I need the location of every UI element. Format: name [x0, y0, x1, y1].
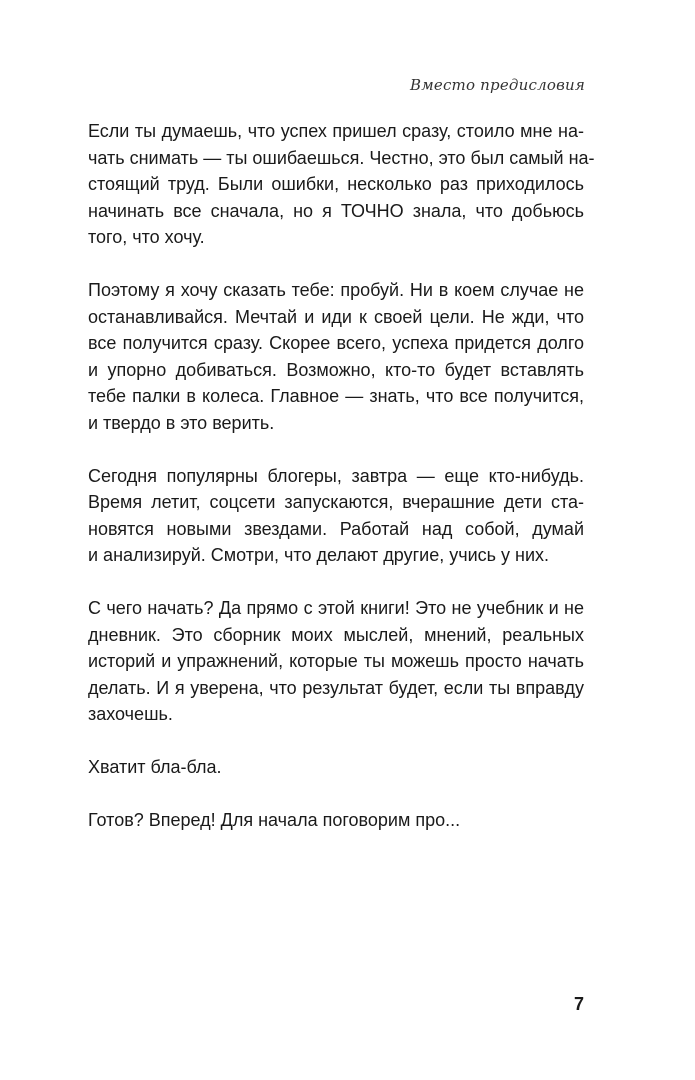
text-line: чать снимать — ты ошибаешься. Честно, это был самый на- [88, 147, 595, 168]
running-head: Вместо предисловия [410, 76, 585, 94]
text-line: Сегодня популярны блогеры, завтра — еще кто-нибудь. [88, 465, 584, 486]
paragraph [88, 118, 595, 251]
text-line: и анализируй. Смотри, что делают другие, учись у них. [88, 545, 550, 565]
text-line: захочешь. [88, 704, 173, 724]
text-line: Время летит, соцсети запускаются, вчерашние дети ста- [88, 492, 584, 512]
text-line: останавливайся. Мечтай и иди к своей цели. Не жди, что [88, 306, 584, 327]
text-line: и упорно добиваться. Возможно, кто-то будет вставлять [88, 359, 584, 380]
text-line: делать. И я уверена, что результат будет, если ты вправду [88, 677, 584, 698]
text-line: все получится сразу. Скорее всего, успеха придется долго [88, 333, 584, 353]
text-line: Готов? Вперед! Для начала поговорим про... [88, 810, 461, 830]
text-line: начинать все сначала, но я ТОЧНО знала, что добьюсь [88, 200, 584, 221]
paragraph [88, 807, 584, 834]
paragraph [88, 595, 584, 728]
page-number: 7 [573, 994, 584, 1014]
text-line: Поэтому я хочу сказать тебе: пробуй. Ни в коем случае не [88, 280, 584, 300]
text-line: новятся новыми звездами. Работай над собой, думай [88, 518, 584, 539]
body-text [88, 118, 595, 860]
text-line: тебе палки в колеса. Главное — знать, что все получится, [88, 386, 584, 406]
text-line: того, что хочу. [88, 227, 205, 247]
paragraph [88, 277, 584, 436]
text-line: и твердо в это верить. [88, 412, 275, 433]
text-line: историй и упражнений, которые ты можешь просто начать [88, 651, 584, 671]
text-line: Хватит бла-бла. [88, 757, 222, 777]
text-line: С чего начать? Да прямо с этой книги! Это не учебник и не [88, 598, 584, 618]
text-line: дневник. Это сборник моих мыслей, мнений, реальных [88, 624, 584, 645]
text-line: стоящий труд. Были ошибки, несколько раз приходилось [88, 174, 584, 194]
text-line: Если ты думаешь, что успех пришел сразу, стоило мне на- [88, 121, 584, 141]
paragraph [88, 463, 584, 569]
paragraph [88, 754, 584, 781]
